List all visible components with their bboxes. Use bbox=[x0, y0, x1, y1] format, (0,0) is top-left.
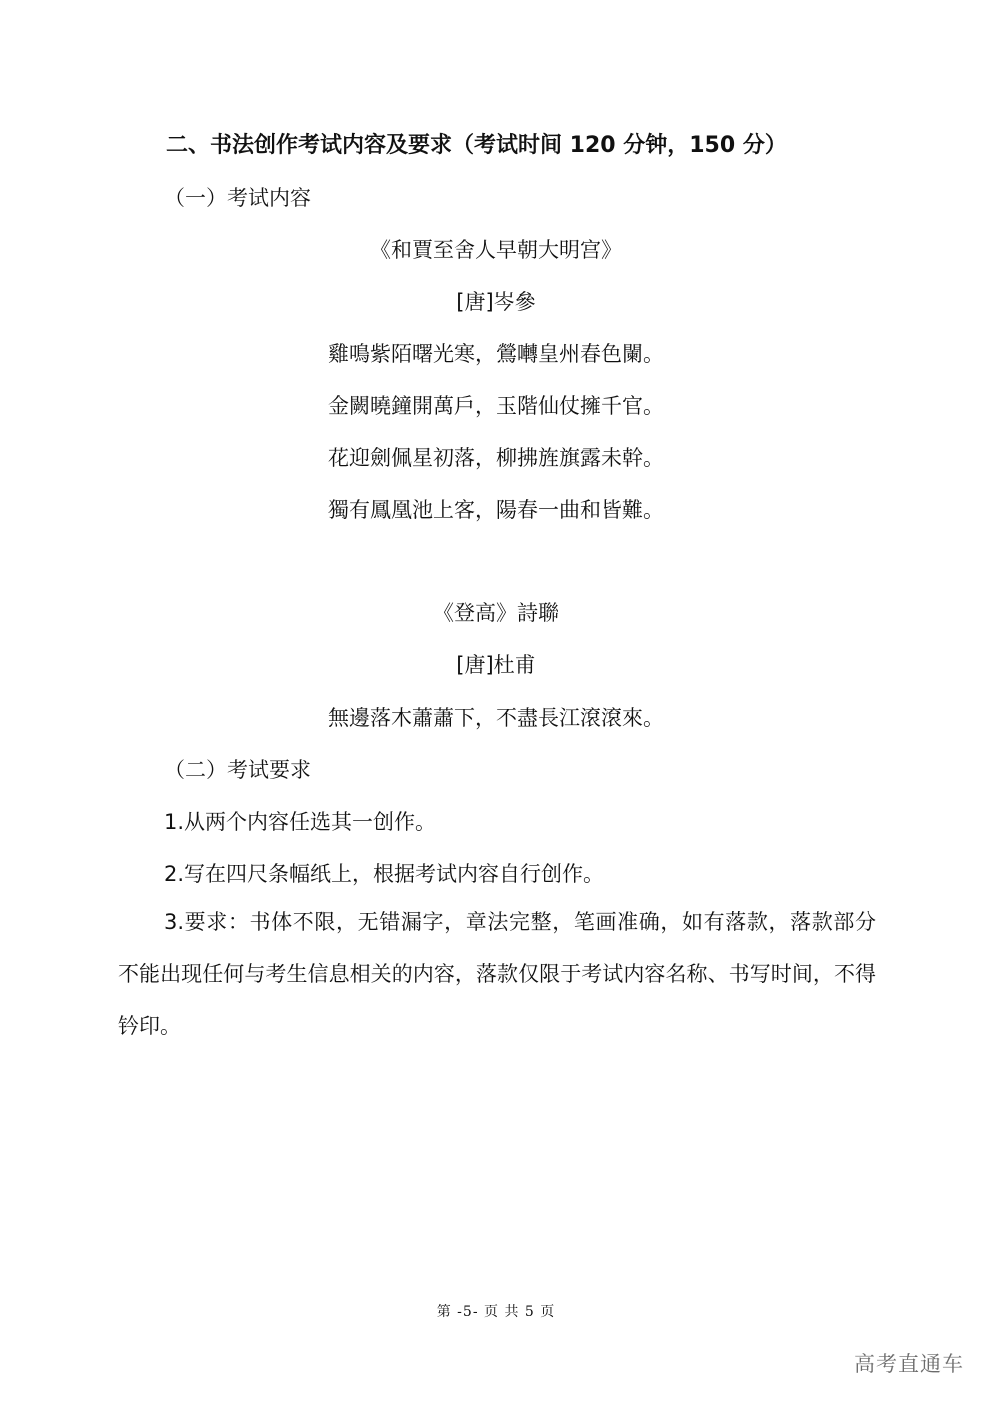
poem1-author: [唐]岑參 bbox=[456, 290, 536, 314]
poem2-author: [唐]杜甫 bbox=[456, 653, 536, 677]
requirement-item: 3.要求：书体不限，无错漏字，章法完整，笔画准确，如有落款，落款部分不能出现任何与考生信息相关的内容，落款仅限于考试内容名称、书写时间，不得钤印。 bbox=[118, 910, 876, 1038]
poem1-line: 獨有鳳凰池上客，陽春一曲和皆難。 bbox=[328, 498, 664, 522]
watermark: 高考直通车 bbox=[854, 1352, 964, 1376]
requirement-item: 2.写在四尺条幅纸上，根据考试内容自行创作。 bbox=[164, 862, 605, 886]
section-title: 二、书法创作考试内容及要求（考试时间 120 分钟，150 分） bbox=[166, 133, 787, 158]
poem2-title: 《登高》詩聯 bbox=[433, 601, 559, 625]
part2-heading: （二）考试要求 bbox=[164, 758, 311, 782]
requirement-item: 1.从两个内容任选其一创作。 bbox=[164, 810, 437, 834]
poem1-title: 《和賈至舍人早朝大明宫》 bbox=[370, 238, 622, 262]
poem1-line: 雞鳴紫陌曙光寒，鶯囀皇州春色闌。 bbox=[328, 342, 664, 366]
poem2-line: 無邊落木蕭蕭下，不盡長江滾滾來。 bbox=[328, 706, 664, 730]
poem1-line: 金闕曉鐘開萬戶，玉階仙仗擁千官。 bbox=[328, 394, 664, 418]
part1-heading: （一）考试内容 bbox=[164, 186, 311, 210]
page-footer: 第 -5- 页 共 5 页 bbox=[436, 1304, 556, 1320]
poem1-line: 花迎劍佩星初落，柳拂旌旗露未幹。 bbox=[328, 446, 664, 470]
